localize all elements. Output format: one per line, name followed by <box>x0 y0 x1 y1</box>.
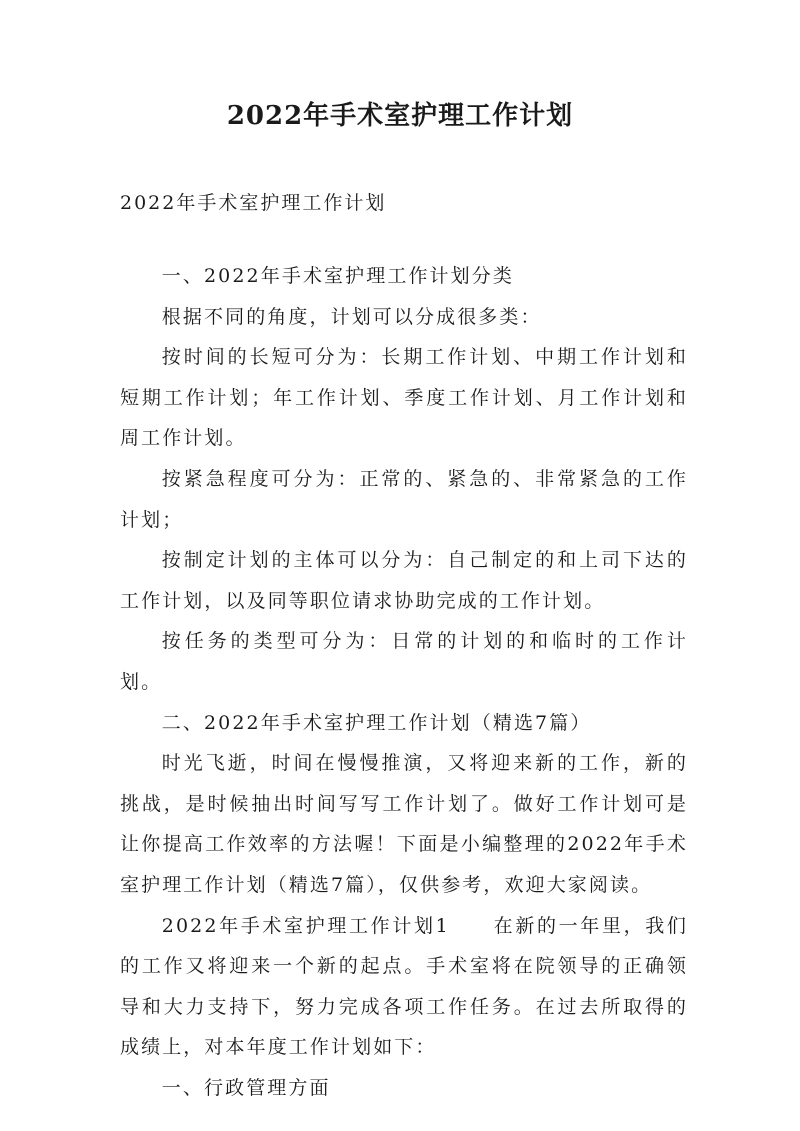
document-subtitle: 2022年手术室护理工作计划 <box>120 192 387 214</box>
document-title: 2022年手术室护理工作计划 <box>226 101 574 131</box>
paragraph-intro: 根据不同的角度，计划可以分成很多类： <box>161 305 542 328</box>
section-heading-classification: 一、2022年手术室护理工作计划分类 <box>161 265 514 287</box>
paragraph-by-task-type: 按任务的类型可分为：日常的计划的和临时的工作计划。 <box>120 630 688 693</box>
paragraph-preface: 时光飞逝，时间在慢慢推演，又将迎来新的工作，新的挑战，是时候抽出时间写写工作计划了。做好工作计划可是让你提高工作效率的方法喔！下面是小编整理的2022年手术室护理工作计划（精选7篇），仅供参考，欢迎大家阅读。 <box>120 752 688 896</box>
document-body <box>120 256 688 1108</box>
paragraph-by-subject: 按制定计划的主体可以分为：自己制定的和上司下达的工作计划，以及同等职位请求协助完成的工作计划。 <box>120 549 688 612</box>
paragraph-by-duration: 按时间的长短可分为：长期工作计划、中期工作计划和短期工作计划；年工作计划、季度工作计划、月工作计划和周工作计划。 <box>120 346 688 450</box>
section-heading-selected: 二、2022年手术室护理工作计划（精选7篇） <box>161 711 592 734</box>
paragraph-by-urgency: 按紧急程度可分为：正常的、紧急的、非常紧急的工作计划； <box>120 467 688 531</box>
section-heading-administration: 一、行政管理方面 <box>161 1076 331 1099</box>
paragraph-plan-1: 2022年手术室护理工作计划1 在新的一年里，我们的工作又将迎来一个新的起点。手术室将在院领导的正确领导和大力支持下，努力完成各项工作任务。在过去所取得的成绩上，对本年度工作计划如下： <box>120 914 688 1059</box>
